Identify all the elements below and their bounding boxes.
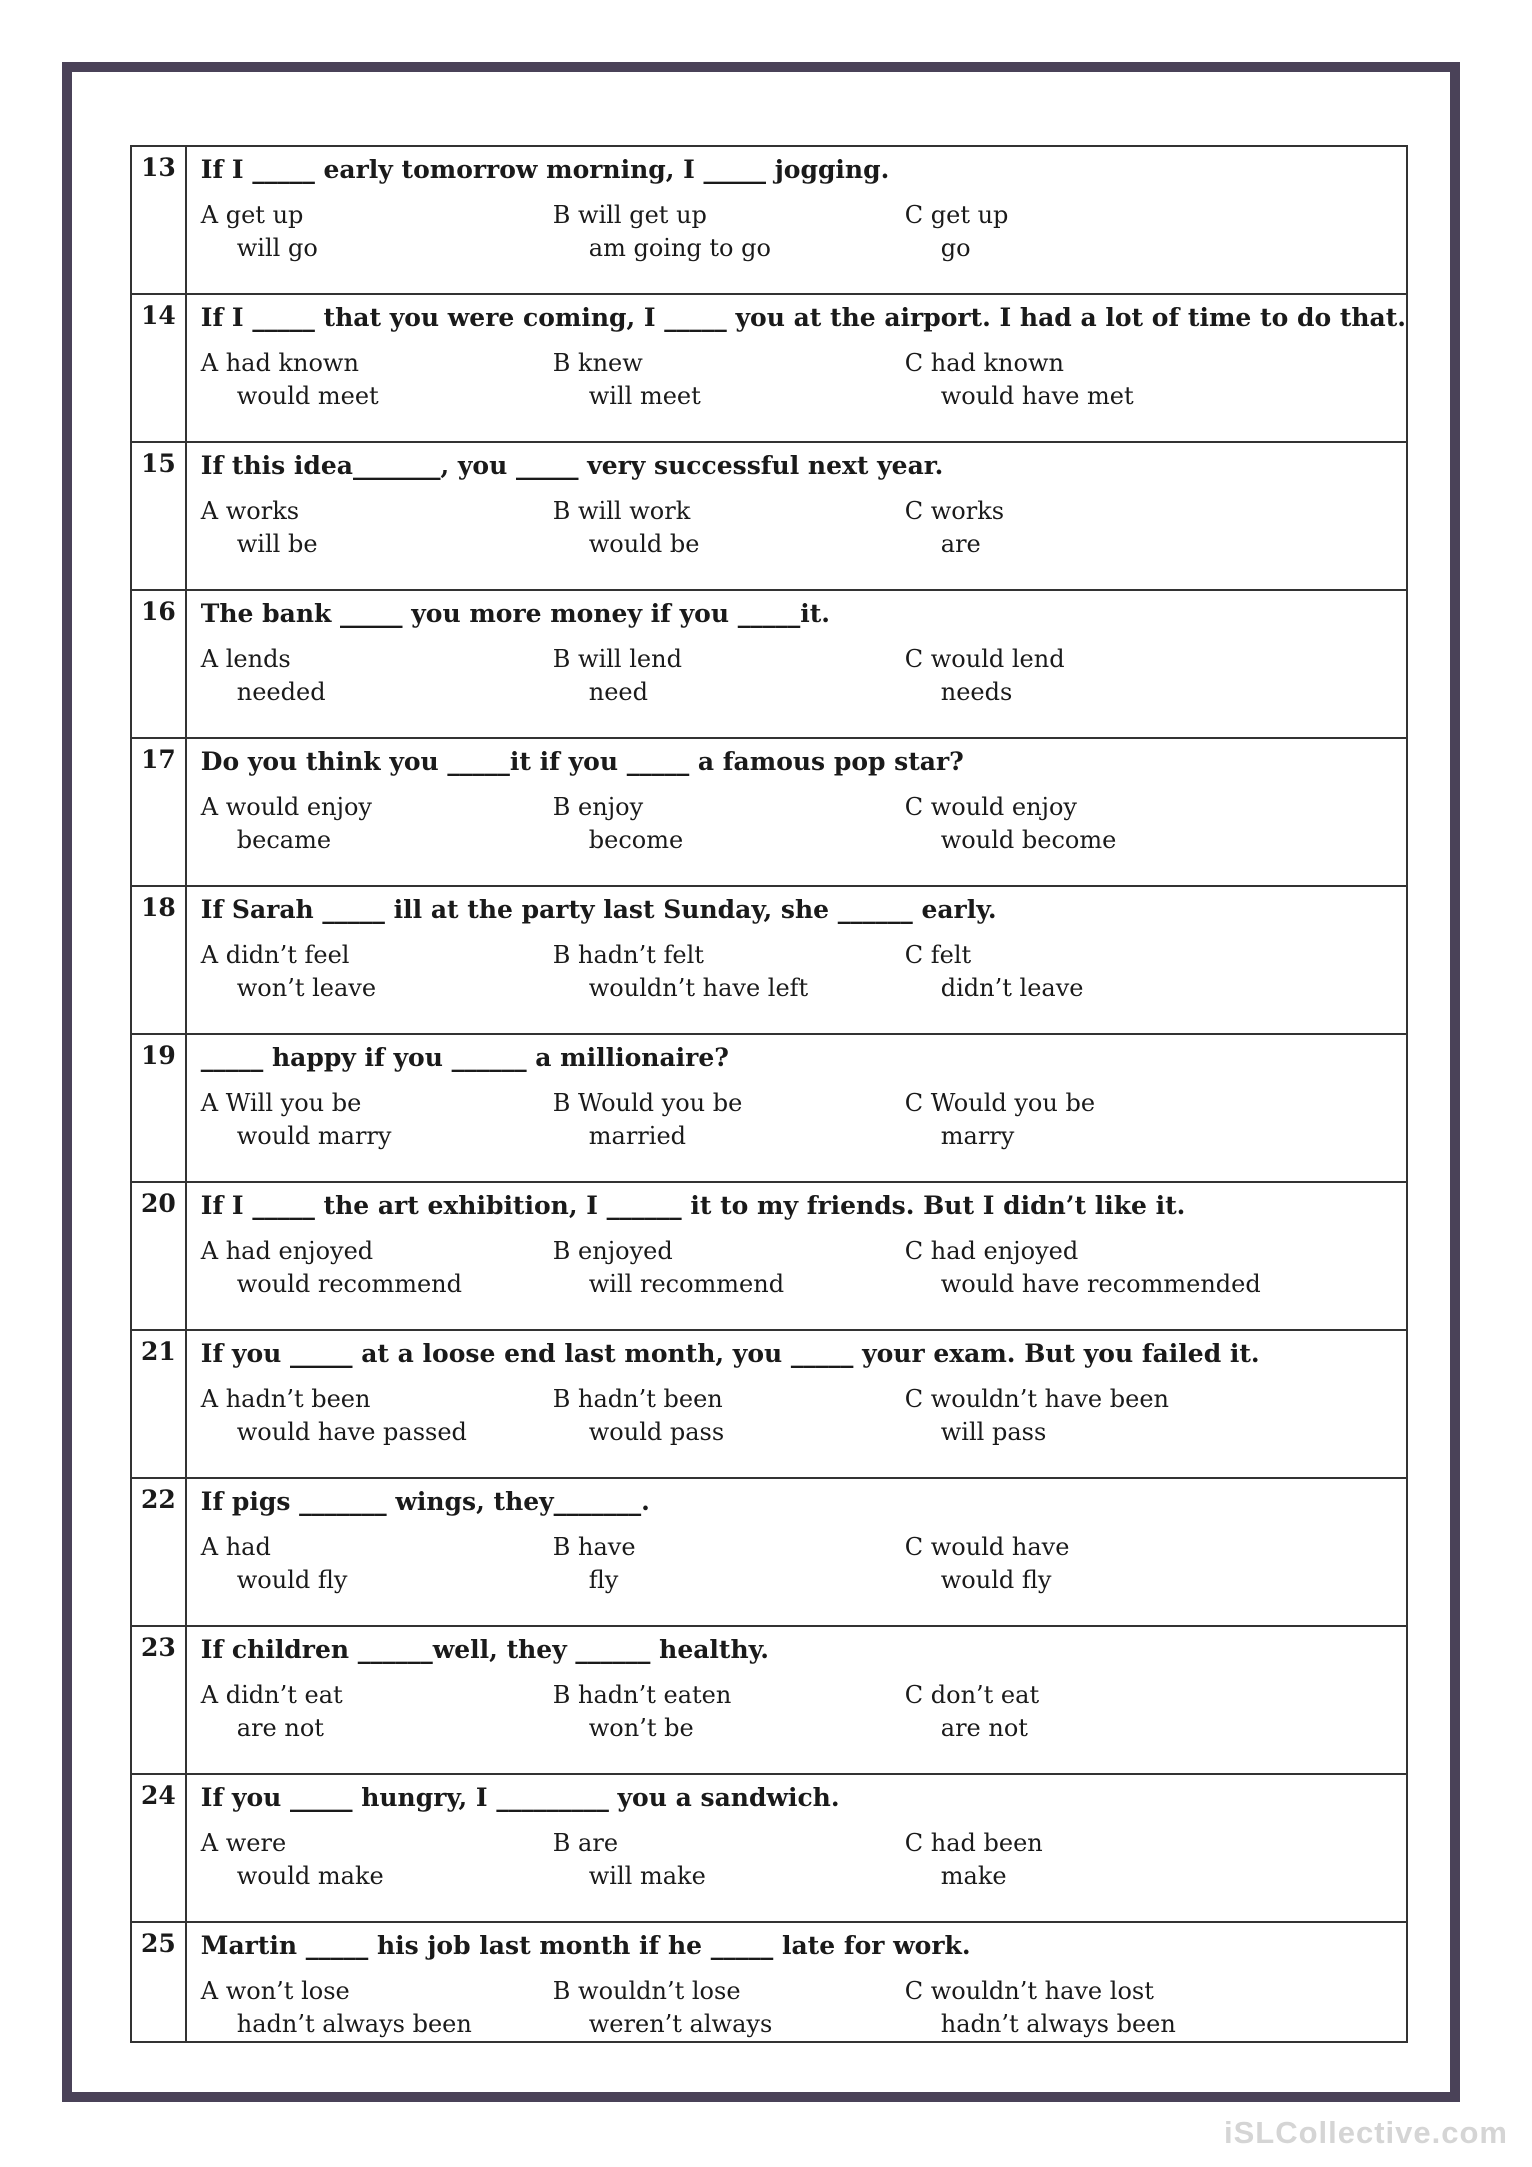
answer-option-a[interactable] <box>201 939 553 1005</box>
answer-option-a[interactable] <box>201 495 553 561</box>
question-text: Do you think you _____it if you _____ a famous pop star? <box>200 747 964 776</box>
answer-option-b[interactable] <box>553 791 905 857</box>
option-second-word: would fly <box>940 1566 1052 1594</box>
question-row <box>131 1182 1407 1330</box>
answer-option-a[interactable] <box>201 1827 553 1893</box>
question-number: 22 <box>131 1478 186 1626</box>
answer-option-b[interactable] <box>553 1531 905 1597</box>
option-second-word: become <box>588 826 684 854</box>
answer-option-c[interactable] <box>905 1235 1261 1301</box>
answer-option-c[interactable] <box>905 347 1134 413</box>
answer-option-b[interactable] <box>553 495 905 561</box>
question-number: 15 <box>131 442 186 590</box>
option-first-word: A didn’t eat <box>200 1681 343 1709</box>
option-first-word: B Would you be <box>552 1089 743 1117</box>
option-second-word: will recommend <box>588 1270 785 1298</box>
answer-options <box>201 1531 1406 1597</box>
question-cell <box>186 590 1407 738</box>
option-second-word: make <box>940 1862 1007 1890</box>
question-text: If pigs _______ wings, they_______. <box>200 1487 650 1516</box>
option-first-word: B enjoy <box>552 793 644 821</box>
answer-options <box>201 791 1406 857</box>
option-first-word: B enjoyed <box>552 1237 673 1265</box>
option-first-word: C works <box>904 497 1005 525</box>
option-first-word: A were <box>200 1829 287 1857</box>
question-cell <box>186 738 1407 886</box>
option-second-word: hadn’t always been <box>940 2010 1176 2038</box>
option-first-word: C get up <box>904 201 1009 229</box>
question-number: 17 <box>131 738 186 886</box>
question-row <box>131 1922 1407 2042</box>
answer-option-a[interactable] <box>201 1087 553 1153</box>
option-first-word: B wouldn’t lose <box>552 1977 741 2005</box>
answer-option-c[interactable] <box>905 939 1084 1005</box>
option-first-word: B hadn’t been <box>552 1385 723 1413</box>
option-second-word: need <box>588 678 648 706</box>
question-text: If children ______well, they ______ healthy. <box>200 1635 770 1664</box>
option-second-word: would have met <box>940 382 1134 410</box>
option-second-word: would pass <box>588 1418 725 1446</box>
option-first-word: B have <box>552 1533 636 1561</box>
option-second-word: would make <box>236 1862 384 1890</box>
option-second-word: fly <box>588 1566 619 1594</box>
question-number: 23 <box>131 1626 186 1774</box>
question-cell <box>186 1774 1407 1922</box>
option-first-word: C had known <box>904 349 1064 377</box>
answer-option-b[interactable] <box>553 199 905 265</box>
option-first-word: A get up <box>200 201 304 229</box>
option-second-word: marry <box>940 1122 1015 1150</box>
question-text: If I _____ early tomorrow morning, I _____ jogging. <box>200 155 890 184</box>
answer-option-c[interactable] <box>905 791 1117 857</box>
answer-option-a[interactable] <box>201 643 553 709</box>
option-first-word: A would enjoy <box>200 793 372 821</box>
option-first-word: A had known <box>200 349 359 377</box>
option-first-word: A didn’t feel <box>200 941 350 969</box>
option-second-word: will meet <box>588 382 701 410</box>
option-second-word: didn’t leave <box>940 974 1084 1002</box>
option-second-word: hadn’t always been <box>236 2010 472 2038</box>
option-first-word: B will lend <box>552 645 682 673</box>
answer-option-c[interactable] <box>905 1087 1095 1153</box>
answer-option-b[interactable] <box>553 1679 905 1745</box>
option-second-word: would have passed <box>236 1418 467 1446</box>
answer-option-c[interactable] <box>905 199 1009 265</box>
question-number: 16 <box>131 590 186 738</box>
option-first-word: A lends <box>200 645 291 673</box>
question-row <box>131 738 1407 886</box>
question-text: Martin _____ his job last month if he _____ late for work. <box>200 1931 971 1960</box>
answer-option-a[interactable] <box>201 1679 553 1745</box>
option-first-word: A Will you be <box>200 1089 362 1117</box>
answer-options <box>201 939 1406 1005</box>
option-second-word: would marry <box>236 1122 392 1150</box>
answer-option-b[interactable] <box>553 1975 905 2041</box>
question-cell <box>186 886 1407 1034</box>
question-row <box>131 1330 1407 1478</box>
answer-option-b[interactable] <box>553 643 905 709</box>
question-row <box>131 442 1407 590</box>
question-text: If you _____ hungry, I _________ you a sandwich. <box>200 1783 840 1812</box>
answer-option-b[interactable] <box>553 1235 905 1301</box>
question-row <box>131 146 1407 294</box>
question-cell <box>186 294 1407 442</box>
question-row <box>131 1774 1407 1922</box>
option-second-word: will go <box>236 234 318 262</box>
option-first-word: A had <box>200 1533 271 1561</box>
option-first-word: C would have <box>904 1533 1070 1561</box>
option-first-word: C had enjoyed <box>904 1237 1079 1265</box>
answer-option-b[interactable] <box>553 1827 905 1893</box>
question-cell <box>186 1922 1407 2042</box>
question-number: 20 <box>131 1182 186 1330</box>
option-first-word: B will get up <box>552 201 707 229</box>
quiz-table <box>130 145 1408 2043</box>
question-text: If this idea_______, you _____ very successful next year. <box>200 451 944 480</box>
option-first-word: A hadn’t been <box>200 1385 371 1413</box>
option-second-word: would be <box>588 530 700 558</box>
watermark: iSLCollective.com <box>1223 2115 1508 2150</box>
answer-options <box>201 1679 1406 1745</box>
question-text: _____ happy if you ______ a millionaire? <box>200 1043 729 1072</box>
answer-option-c[interactable] <box>905 643 1065 709</box>
question-text: The bank _____ you more money if you _____it. <box>200 599 830 628</box>
answer-options <box>201 1383 1406 1449</box>
option-second-word: would have recommended <box>940 1270 1261 1298</box>
answer-option-c[interactable] <box>905 1827 1043 1893</box>
question-row <box>131 886 1407 1034</box>
question-row <box>131 1626 1407 1774</box>
answer-options <box>201 495 1406 561</box>
answer-option-a[interactable] <box>201 1383 553 1449</box>
answer-option-b[interactable] <box>553 1087 905 1153</box>
question-cell <box>186 1034 1407 1182</box>
option-second-word: won’t leave <box>236 974 377 1002</box>
answer-option-a[interactable] <box>201 1975 553 2041</box>
option-first-word: C felt <box>904 941 972 969</box>
question-text: If you _____ at a loose end last month, you _____ your exam. But you failed it. <box>200 1339 1260 1368</box>
question-text: If Sarah _____ ill at the party last Sunday, she ______ early. <box>200 895 997 924</box>
option-second-word: married <box>588 1122 687 1150</box>
option-second-word: won’t be <box>588 1714 694 1742</box>
answer-option-b[interactable] <box>553 939 905 1005</box>
question-row <box>131 590 1407 738</box>
question-number: 13 <box>131 146 186 294</box>
option-second-word: needs <box>940 678 1013 706</box>
answer-options <box>201 1235 1406 1301</box>
option-first-word: C had been <box>904 1829 1043 1857</box>
answer-option-c[interactable] <box>905 1531 1070 1597</box>
option-second-word: will make <box>588 1862 706 1890</box>
question-cell <box>186 442 1407 590</box>
option-second-word: are <box>940 530 981 558</box>
answer-option-c[interactable] <box>905 495 1004 561</box>
question-cell <box>186 1330 1407 1478</box>
answer-options <box>201 199 1406 265</box>
question-number: 25 <box>131 1922 186 2042</box>
option-first-word: B will work <box>552 497 691 525</box>
answer-options <box>201 1827 1406 1893</box>
answer-options <box>201 347 1406 413</box>
question-row <box>131 294 1407 442</box>
option-first-word: B hadn’t felt <box>552 941 704 969</box>
answer-options <box>201 1087 1406 1153</box>
option-first-word: A had enjoyed <box>200 1237 374 1265</box>
option-first-word: C would lend <box>904 645 1065 673</box>
option-first-word: B knew <box>552 349 643 377</box>
answer-options <box>201 643 1406 709</box>
question-text: If I _____ the art exhibition, I ______ it to my friends. But I didn’t like it. <box>200 1191 1186 1220</box>
option-first-word: B hadn’t eaten <box>552 1681 732 1709</box>
option-first-word: C don’t eat <box>904 1681 1040 1709</box>
option-second-word: would become <box>940 826 1117 854</box>
question-cell <box>186 1182 1407 1330</box>
option-second-word: would recommend <box>236 1270 462 1298</box>
question-row <box>131 1478 1407 1626</box>
option-second-word: would meet <box>236 382 379 410</box>
question-text: If I _____ that you were coming, I _____ you at the airport. I had a lot of time to do that. <box>200 303 1406 332</box>
answer-option-b[interactable] <box>553 1383 905 1449</box>
answer-option-a[interactable] <box>201 1235 553 1301</box>
question-number: 18 <box>131 886 186 1034</box>
question-row <box>131 1034 1407 1182</box>
option-second-word: are not <box>236 1714 324 1742</box>
option-first-word: C Would you be <box>904 1089 1096 1117</box>
option-second-word: wouldn’t have left <box>588 974 809 1002</box>
option-second-word: weren’t always <box>588 2010 773 2038</box>
answer-option-a[interactable] <box>201 791 553 857</box>
option-first-word: B are <box>552 1829 619 1857</box>
answer-options <box>201 1975 1406 2041</box>
option-first-word: C wouldn’t have lost <box>904 1977 1154 2005</box>
question-number: 24 <box>131 1774 186 1922</box>
option-first-word: A works <box>200 497 300 525</box>
answer-option-c[interactable] <box>905 1679 1039 1745</box>
option-first-word: C would enjoy <box>904 793 1077 821</box>
option-second-word: go <box>940 234 971 262</box>
option-second-word: will be <box>236 530 318 558</box>
option-second-word: needed <box>236 678 326 706</box>
answer-option-a[interactable] <box>201 1531 553 1597</box>
option-second-word: would fly <box>236 1566 348 1594</box>
question-cell <box>186 1478 1407 1626</box>
answer-option-c[interactable] <box>905 1975 1176 2041</box>
option-second-word: will pass <box>940 1418 1047 1446</box>
question-number: 14 <box>131 294 186 442</box>
option-second-word: are not <box>940 1714 1028 1742</box>
option-second-word: became <box>236 826 332 854</box>
question-cell <box>186 146 1407 294</box>
option-second-word: am going to go <box>588 234 771 262</box>
option-first-word: A won’t lose <box>200 1977 350 2005</box>
answer-option-a[interactable] <box>201 347 553 413</box>
option-first-word: C wouldn’t have been <box>904 1385 1169 1413</box>
answer-option-b[interactable] <box>553 347 905 413</box>
answer-option-c[interactable] <box>905 1383 1169 1449</box>
answer-option-a[interactable] <box>201 199 553 265</box>
question-number: 21 <box>131 1330 186 1478</box>
question-cell <box>186 1626 1407 1774</box>
question-number: 19 <box>131 1034 186 1182</box>
